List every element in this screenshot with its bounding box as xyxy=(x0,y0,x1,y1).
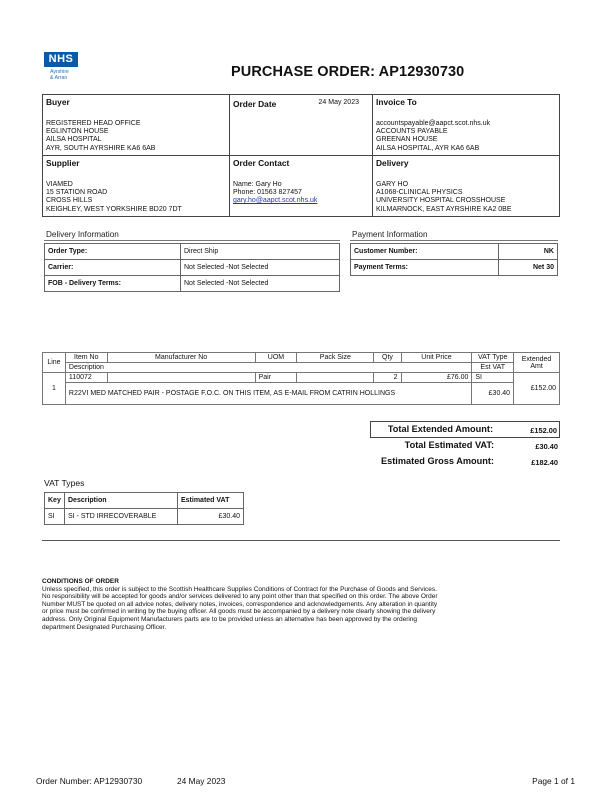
order-date-value: 24 May 2023 xyxy=(318,99,359,106)
col-item-no: Item No xyxy=(65,353,107,363)
total-extended-value: £152.00 xyxy=(530,426,557,435)
table-row xyxy=(45,493,244,509)
footer-page-number: Page 1 of 1 xyxy=(532,776,575,786)
order-type-label: Order Type: xyxy=(45,244,181,260)
nhs-logo-subtitle-2: & Arran xyxy=(50,75,68,81)
supplier-line: 15 STATION ROAD xyxy=(46,189,108,197)
delivery-line: KILMARNOCK, EAST AYRSHIRE KA2 0BE xyxy=(376,205,512,213)
fob-label: FOB - Delivery Terms: xyxy=(45,276,181,292)
nhs-logo-subtitle-1: Ayrshire xyxy=(50,69,69,75)
delivery-line: UNIVERSITY HOSPITAL CROSSHOUSE xyxy=(376,197,506,205)
contact-name: Name: Gary Ho xyxy=(233,181,282,188)
conditions-line: address. Only Original Equipment Manufacturers parts are to be provided unless an alternative has been approved by the ordering xyxy=(42,615,418,623)
nhs-logo xyxy=(44,52,80,92)
item-line-number: 1 xyxy=(43,373,66,405)
customer-number-value: NK xyxy=(499,244,558,260)
nhs-logo-mark: NHS xyxy=(44,52,78,67)
carrier-value: Not Selected -Not Selected xyxy=(181,260,340,276)
supplier-line: CROSS HILLS xyxy=(46,197,93,205)
table-row xyxy=(43,373,560,383)
item-vat-type: SI xyxy=(472,373,514,383)
conditions-line: Unless specified, this order is subject to the Scottish Healthcare Supplies Conditions of Contract for the Purchase of Goods and Services. xyxy=(42,585,437,593)
table-row xyxy=(43,383,560,405)
conditions-line: or price must be confirmed in writing by the buying officer. All goods must be accompanied by a delivery note clearly showing the delivery xyxy=(42,608,436,616)
invoice-line: GREENAN HOUSE xyxy=(376,136,438,144)
col-uom: UOM xyxy=(255,353,297,363)
col-extended-amt: Extended Amt xyxy=(514,353,560,373)
vat-types-heading: VAT Types xyxy=(44,478,85,488)
table-row xyxy=(45,244,340,260)
buyer-line: AILSA HOSPITAL xyxy=(46,136,102,144)
buyer-box xyxy=(42,94,230,156)
invoice-line: AILSA HOSPITAL, AYR KA6 6AB xyxy=(376,144,480,152)
conditions-line: No responsibility will be accepted for goods and/or services delivered to any point other than that specified on this order. The above Order xyxy=(42,593,438,601)
total-vat-label: Total Estimated VAT: xyxy=(404,440,494,450)
delivery-info-rule xyxy=(44,240,340,241)
vat-key: SI xyxy=(45,509,65,525)
invoice-to-box xyxy=(372,94,560,156)
invoice-email: accountspayable@aapct.scot.nhs.uk xyxy=(376,120,491,127)
conditions-heading: CONDITIONS OF ORDER xyxy=(42,578,119,585)
order-date-label: Order Date xyxy=(233,99,277,109)
items-subheader-row xyxy=(43,363,560,373)
payment-terms-label: Payment Terms: xyxy=(351,260,499,276)
item-unit-price: £76.00 xyxy=(401,373,472,383)
contact-email-link[interactable]: gary.ho@aapct.scot.nhs.uk xyxy=(233,197,318,205)
delivery-label: Delivery xyxy=(376,158,409,168)
supplier-label: Supplier xyxy=(46,158,80,168)
gross-amount-value: £182.40 xyxy=(531,458,558,467)
payment-info-heading: Payment Information xyxy=(352,230,428,239)
divider xyxy=(42,540,560,541)
vat-col-description: Description xyxy=(65,493,178,509)
total-extended-label: Total Extended Amount: xyxy=(387,424,493,434)
delivery-line: A1068-CLINICAL PHYSICS xyxy=(376,189,463,197)
buyer-line: EGLINTON HOUSE xyxy=(46,128,109,136)
gross-amount-label: Estimated Gross Amount: xyxy=(381,456,494,466)
item-extended-amt: £152.00 xyxy=(514,373,560,405)
col-pack-size: Pack Size xyxy=(297,353,374,363)
item-manufacturer-no xyxy=(107,373,255,383)
payment-terms-value: Net 30 xyxy=(499,260,558,276)
supplier-line: KEIGHLEY, WEST YORKSHIRE BD20 7DT xyxy=(46,205,182,213)
table-row xyxy=(351,260,558,276)
table-row xyxy=(45,509,244,525)
buyer-line: REGISTERED HEAD OFFICE xyxy=(46,120,141,127)
item-uom: Pair xyxy=(255,373,297,383)
vat-description: SI - STD IRRECOVERABLE xyxy=(65,509,178,525)
conditions-line: department Designated Purchasing Officer. xyxy=(42,623,167,631)
table-row xyxy=(45,276,340,292)
buyer-label: Buyer xyxy=(46,97,70,107)
col-line: Line xyxy=(43,353,66,373)
order-date-box xyxy=(229,94,373,156)
col-manufacturer-no: Manufacturer No xyxy=(107,353,255,363)
vat-col-key: Key xyxy=(45,493,65,509)
col-est-vat: Est VAT xyxy=(472,363,514,373)
item-qty: 2 xyxy=(374,373,401,383)
supplier-line: VIAMED xyxy=(46,181,73,188)
fob-value: Not Selected -Not Selected xyxy=(181,276,340,292)
order-contact-label: Order Contact xyxy=(233,158,290,168)
payment-info-rule xyxy=(350,240,558,241)
buyer-address xyxy=(43,120,229,153)
total-extended-box xyxy=(370,421,560,438)
vat-col-estimated: Estimated VAT xyxy=(178,493,244,509)
col-vat-type: VAT Type xyxy=(472,353,514,363)
col-qty: Qty xyxy=(374,353,401,363)
footer-order-number: Order Number: AP12930730 xyxy=(36,776,143,786)
item-description: R22VI MED MATCHED PAIR - POSTAGE F.O.C. ON THIS ITEM, AS E-MAIL FROM CATRIN HOLLINGS xyxy=(65,383,471,405)
payment-info-table xyxy=(350,243,558,276)
buyer-line: AYR, SOUTH AYRSHIRE KA6 6AB xyxy=(46,144,156,152)
conditions-of-order xyxy=(42,578,574,631)
totals-block xyxy=(370,438,560,472)
vat-estimated-value: £30.40 xyxy=(178,509,244,525)
invoice-to-label: Invoice To xyxy=(376,97,417,107)
delivery-line: GARY HO xyxy=(376,181,409,188)
page-title: PURCHASE ORDER: AP12930730 xyxy=(231,64,465,80)
delivery-info-heading: Delivery Information xyxy=(46,230,119,239)
order-type-value: Direct Ship xyxy=(181,244,340,260)
table-row xyxy=(351,244,558,260)
supplier-box xyxy=(42,155,230,217)
item-number: 110072 xyxy=(65,373,107,383)
line-items-table xyxy=(42,352,560,405)
table-row xyxy=(45,260,340,276)
item-est-vat: £30.40 xyxy=(472,383,514,405)
footer-date: 24 May 2023 xyxy=(177,776,226,786)
delivery-info-table xyxy=(44,243,340,292)
customer-number-label: Customer Number: xyxy=(351,244,499,260)
item-pack-size xyxy=(297,373,374,383)
vat-types-table xyxy=(44,492,244,525)
order-contact-box xyxy=(229,155,373,217)
col-description: Description xyxy=(65,363,471,373)
delivery-box xyxy=(372,155,560,217)
col-unit-price: Unit Price xyxy=(401,353,472,363)
invoice-line: ACCOUNTS PAYABLE xyxy=(376,128,448,136)
items-header-row xyxy=(43,353,560,363)
conditions-line: Number MUST be quoted on all advice notes, delivery notes, invoices, correspondence and acknowledgements. Any alteration in quantity xyxy=(42,600,438,608)
contact-phone: Phone: 01563 827457 xyxy=(233,189,302,197)
carrier-label: Carrier: xyxy=(45,260,181,276)
total-vat-value: £30.40 xyxy=(535,442,558,451)
